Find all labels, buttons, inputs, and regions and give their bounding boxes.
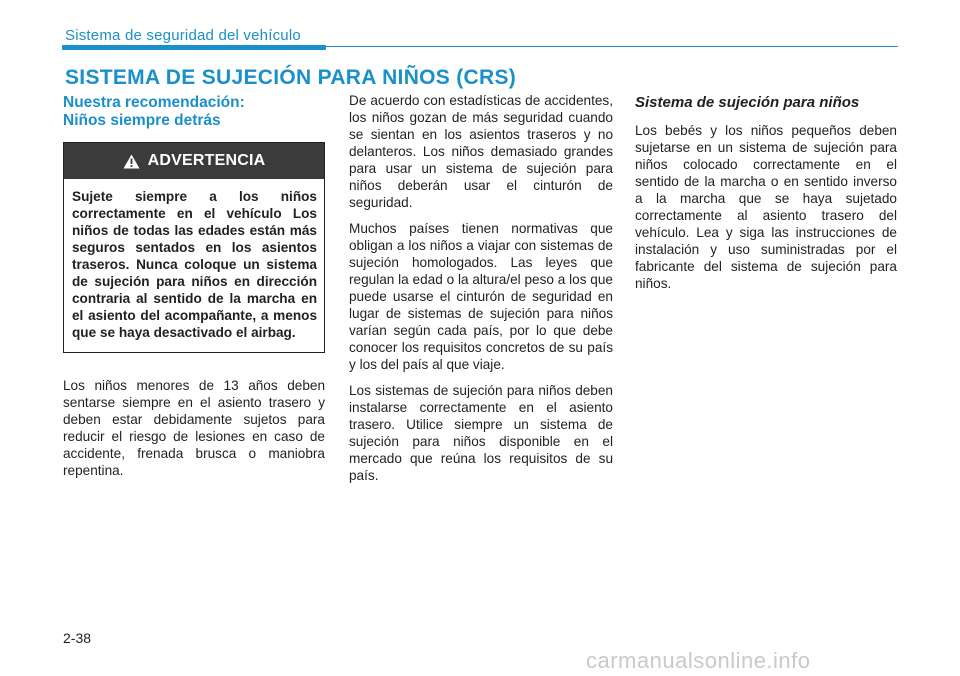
body-paragraph: Los bebés y los niños pequeños deben sujetarse en un sistema de sujeción para niños colocado correctamente en el sentido de la marcha o en sentido inverso a la marcha que se haya sujetado correctamente al asiento trasero del vehículo. Lea y siga las instrucciones de instalación y uso suministradas por el fabricante del sistema de sujeción para niños. <box>635 123 897 291</box>
column-middle <box>349 92 613 493</box>
header-accent-bar <box>62 45 326 50</box>
recommendation-heading <box>63 94 325 130</box>
header-rule <box>326 46 898 47</box>
body-paragraph: De acuerdo con estadísticas de accidentes, los niños gozan de más seguridad cuando se sientan en los asientos traseros y no delanteros. Los niños demasiado grandes para usar un sistema de sujeción para niños deberán usar el cinturón de seguridad. <box>349 93 613 210</box>
child-restraint-heading: Sistema de sujeción para niños <box>635 94 860 111</box>
page-number: 2-38 <box>63 630 92 646</box>
warning-box <box>63 142 325 353</box>
body-paragraph: Muchos países tienen normativas que obligan a los niños a viajar con sistemas de sujeción homologados. Las leyes que regulan la edad o la altura/el peso a los que puede usarse el cinturón de seguridad en lugar de sistemas de sujeción para niños varían según cada país, por lo que debe conocer los requisitos concretos de su país y los del país al que viaje. <box>349 221 613 372</box>
section-title: SISTEMA DE SUJECIÓN PARA NIÑOS (CRS) <box>65 66 517 89</box>
recommendation-heading-line1: Nuestra recomendación: <box>63 94 245 111</box>
warning-header <box>64 143 324 179</box>
body-paragraph: Los sistemas de sujeción para niños deben instalarse correctamente en el asiento trasero. Utilice siempre un sistema de sujeción para niños disponible en el mercado que reúna los requisitos de su país. <box>349 383 613 483</box>
running-header: Sistema de seguridad del vehículo <box>65 27 301 44</box>
body-paragraph: Los niños menores de 13 años deben sentarse siempre en el asiento trasero y deben estar debidamente sujetos para reducir el riesgo de lesiones en caso de accidente, frenada brusca o maniobra repentina. <box>63 378 325 478</box>
warning-text: Sujete siempre a los niños correctamente en el vehículo Los niños de todas las edades están más seguros sentados en los asientos traseros. Nunca coloque un sistema de sujeción para niños en dirección contraria al sentido de la marcha en el asiento del acompañante, a menos que se haya desactivado el airbag. <box>72 189 317 340</box>
recommendation-heading-line2: Niños siempre detrás <box>63 112 221 129</box>
column-right <box>635 94 897 301</box>
warning-triangle-icon <box>123 154 140 169</box>
watermark: carmanualsonline.info <box>586 648 811 673</box>
column-left <box>63 94 325 488</box>
warning-label: ADVERTENCIA <box>147 152 266 169</box>
